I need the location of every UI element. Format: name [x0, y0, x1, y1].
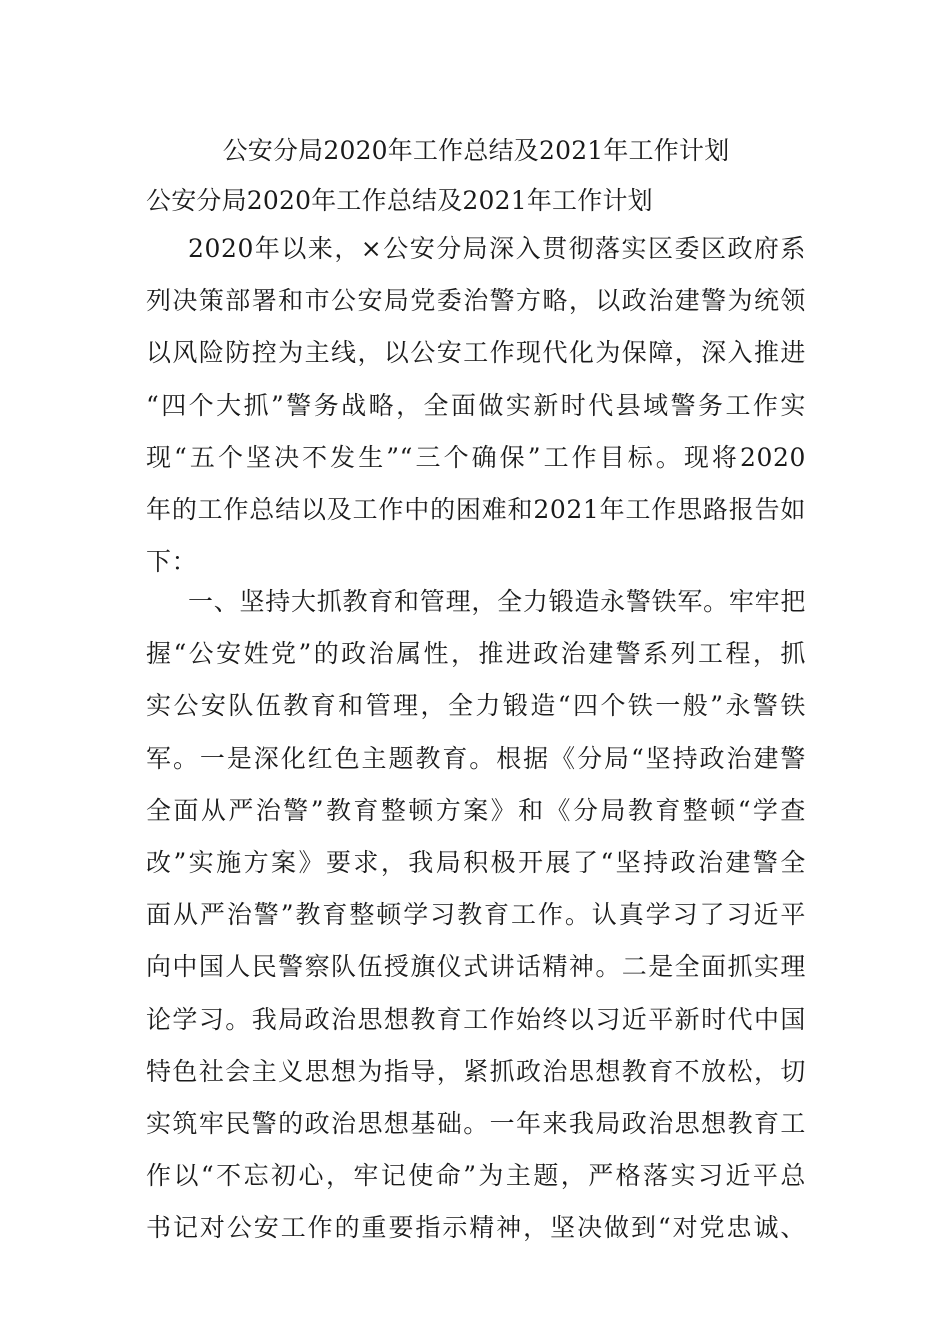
paragraph-line: “四个大抓”警务战略，全面做实新时代县域警务工作实	[146, 390, 806, 420]
paragraph-line: 以风险防控为主线，以公安工作现代化为保障，深入推进	[146, 338, 806, 368]
paragraph-line: 现“五个坚决不发生”“三个确保”工作目标。现将2020	[146, 442, 806, 472]
document-title: 公安分局2020年工作总结及2021年工作计划	[146, 186, 653, 215]
paragraph-intro	[146, 223, 806, 588]
paragraph-line: 一、坚持大抓教育和管理，全力锻造永警铁军。牢牢把	[188, 587, 806, 616]
paragraph-line: 向中国人民警察队伍授旗仪式讲话精神。二是全面抓实理	[146, 952, 806, 982]
document-title-centered: 公安分局2020年工作总结及2021年工作计划	[222, 136, 730, 165]
paragraph-section-one	[146, 576, 806, 1254]
paragraph-line: 年的工作总结以及工作中的困难和2021年工作思路报告如	[146, 494, 806, 524]
paragraph-line: 特色社会主义思想为指导，紧抓政治思想教育不放松，切	[146, 1056, 806, 1086]
paragraph-line: 实公安队伍教育和管理，全力锻造“四个铁一般”永警铁	[146, 691, 806, 721]
paragraph-line: 军。一是深化红色主题教育。根据《分局“坚持政治建警	[146, 743, 806, 773]
paragraph-line: 2020年以来，×公安分局深入贯彻落实区委区政府系	[188, 234, 806, 263]
paragraph-line: 实筑牢民警的政治思想基础。一年来我局政治思想教育工	[146, 1108, 806, 1138]
paragraph-line: 论学习。我局政治思想教育工作始终以习近平新时代中国	[146, 1004, 806, 1034]
paragraph-line: 全面从严治警”教育整顿方案》和《分局教育整顿“学查	[146, 795, 806, 825]
paragraph-line: 书记对公安工作的重要指示精神，坚决做到“对党忠诚、	[146, 1213, 806, 1243]
paragraph-line: 面从严治警”教育整顿学习教育工作。认真学习了习近平	[146, 900, 806, 930]
paragraph-line: 握“公安姓党”的政治属性，推进政治建警系列工程，抓	[146, 639, 806, 669]
paragraph-line: 作以“不忘初心，牢记使命”为主题，严格落实习近平总	[146, 1161, 806, 1191]
paragraph-line: 改”实施方案》要求，我局积极开展了“坚持政治建警全	[146, 847, 806, 877]
paragraph-line: 下：	[146, 547, 198, 577]
paragraph-line: 列决策部署和市公安局党委治警方略，以政治建警为统领	[146, 286, 806, 316]
